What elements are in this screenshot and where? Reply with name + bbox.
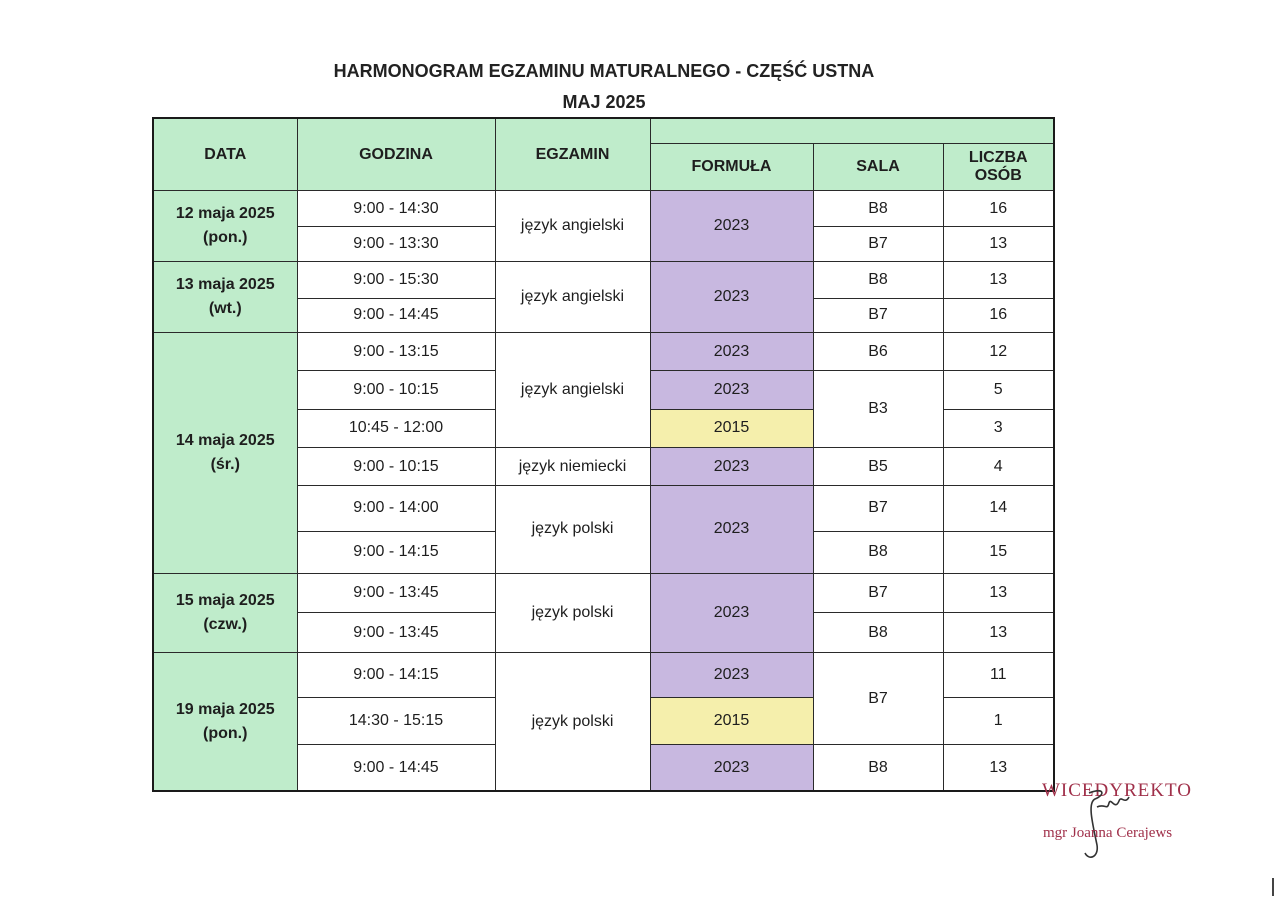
weekday-label: (wt.) — [208, 299, 242, 317]
count-cell: 13 — [943, 227, 1054, 261]
count-cell: 13 — [943, 261, 1054, 298]
table-row — [153, 653, 1054, 697]
formula-cell: 2023 — [650, 573, 813, 653]
formula-cell: 2023 — [650, 745, 813, 791]
weekday-label: (czw.) — [203, 616, 248, 634]
table-row — [153, 573, 1054, 612]
date-label: 12 maja 2025 — [175, 204, 275, 222]
time-cell: 9:00 - 14:00 — [297, 486, 495, 531]
exam-cell: język angielski — [495, 261, 650, 333]
header-date: DATA — [153, 118, 297, 191]
room-cell: B8 — [813, 531, 943, 573]
count-cell: 13 — [943, 745, 1054, 791]
exam-cell: język polski — [495, 653, 650, 791]
stamp-title: WICEDYREKTO — [1042, 780, 1192, 801]
count-cell: 1 — [943, 697, 1054, 744]
room-cell: B8 — [813, 261, 943, 298]
time-cell: 14:30 - 15:15 — [297, 697, 495, 744]
table-row — [153, 333, 1054, 371]
document-subtitle: MAJ 2025 — [562, 92, 646, 112]
count-cell: 13 — [943, 573, 1054, 612]
date-cell — [153, 333, 297, 574]
weekday-label: (pon.) — [203, 724, 248, 742]
formula-cell: 2023 — [650, 447, 813, 485]
count-cell: 5 — [943, 371, 1054, 409]
count-cell: 14 — [943, 486, 1054, 531]
document-title: HARMONOGRAM EGZAMINU MATURALNEGO - CZĘŚĆ USTNA — [333, 61, 875, 81]
header-row-top — [153, 118, 1054, 143]
time-cell: 9:00 - 13:45 — [297, 613, 495, 653]
room-cell: B8 — [813, 613, 943, 653]
date-cell — [153, 191, 297, 262]
formula-cell: 2023 — [650, 261, 813, 333]
time-cell: 9:00 - 13:15 — [297, 333, 495, 371]
time-cell: 9:00 - 15:30 — [297, 261, 495, 298]
header-count-line2: OSÓB — [974, 166, 1022, 184]
header-count-line1: LICZBA — [968, 148, 1028, 166]
header-count — [943, 143, 1054, 190]
room-cell: B5 — [813, 447, 943, 485]
time-cell: 9:00 - 13:30 — [297, 227, 495, 261]
formula-cell: 2015 — [650, 697, 813, 744]
room-cell: B7 — [813, 486, 943, 531]
header-room: SALA — [813, 143, 943, 190]
formula-cell: 2023 — [650, 371, 813, 409]
room-cell: B6 — [813, 333, 943, 371]
formula-cell: 2023 — [650, 191, 813, 262]
exam-cell: język polski — [495, 573, 650, 653]
date-label: 13 maja 2025 — [175, 275, 275, 293]
date-cell — [153, 573, 297, 653]
exam-cell: język niemiecki — [495, 447, 650, 485]
formula-cell: 2023 — [650, 486, 813, 574]
count-cell: 15 — [943, 531, 1054, 573]
count-cell: 4 — [943, 447, 1054, 485]
room-cell: B7 — [813, 653, 943, 745]
formula-cell: 2023 — [650, 333, 813, 371]
exam-cell: język angielski — [495, 191, 650, 262]
date-label: 14 maja 2025 — [175, 431, 275, 449]
time-cell: 9:00 - 14:45 — [297, 298, 495, 332]
weekday-label: (pon.) — [203, 228, 248, 246]
table-row — [153, 261, 1054, 298]
exam-schedule-table — [152, 117, 1055, 792]
count-cell: 11 — [943, 653, 1054, 697]
header-exam: EGZAMIN — [495, 118, 650, 191]
count-cell: 12 — [943, 333, 1054, 371]
room-cell: B8 — [813, 191, 943, 227]
time-cell: 9:00 - 10:15 — [297, 371, 495, 409]
count-cell: 16 — [943, 298, 1054, 332]
room-cell: B3 — [813, 371, 943, 448]
table-row — [153, 191, 1054, 227]
header-spacer — [650, 118, 1054, 143]
exam-cell: język angielski — [495, 333, 650, 448]
header-time: GODZINA — [297, 118, 495, 191]
count-cell: 3 — [943, 409, 1054, 447]
room-cell: B7 — [813, 573, 943, 612]
date-cell — [153, 261, 297, 333]
date-cell — [153, 653, 297, 791]
formula-cell: 2023 — [650, 653, 813, 697]
exam-cell: język polski — [495, 486, 650, 574]
formula-cell: 2015 — [650, 409, 813, 447]
date-label: 15 maja 2025 — [175, 592, 275, 610]
count-cell: 16 — [943, 191, 1054, 227]
time-cell: 9:00 - 14:15 — [297, 653, 495, 697]
count-cell: 13 — [943, 613, 1054, 653]
room-cell: B8 — [813, 745, 943, 791]
stamp-name: mgr Joanna Cerajews — [1043, 825, 1173, 841]
time-cell: 9:00 - 14:15 — [297, 531, 495, 573]
header-formula: FORMUŁA — [650, 143, 813, 190]
weekday-label: (śr.) — [210, 455, 240, 473]
time-cell: 10:45 - 12:00 — [297, 409, 495, 447]
room-cell: B7 — [813, 298, 943, 332]
time-cell: 9:00 - 10:15 — [297, 447, 495, 485]
date-label: 19 maja 2025 — [175, 700, 275, 718]
time-cell: 9:00 - 13:45 — [297, 573, 495, 612]
scan-edge-mark — [1272, 878, 1274, 896]
room-cell: B7 — [813, 227, 943, 261]
time-cell: 9:00 - 14:30 — [297, 191, 495, 227]
time-cell: 9:00 - 14:45 — [297, 745, 495, 791]
